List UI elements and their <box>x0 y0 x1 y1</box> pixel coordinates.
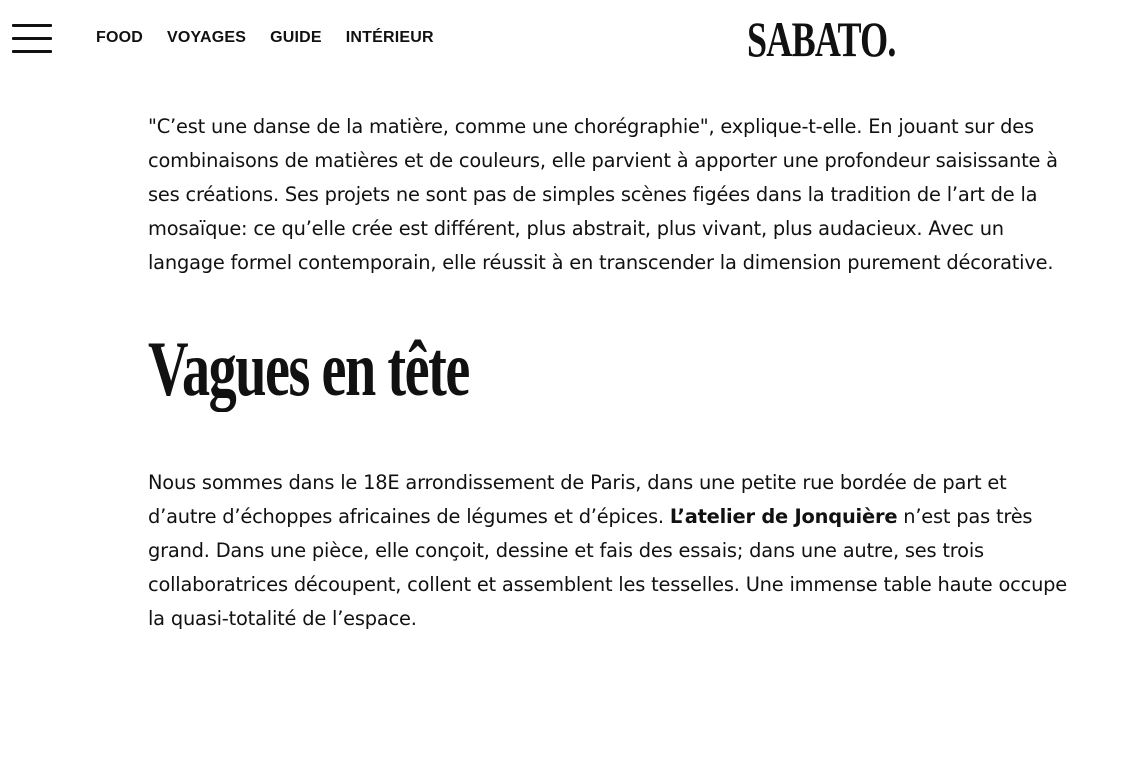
nav-item-voyages[interactable]: VOYAGES <box>167 29 247 46</box>
section-heading-wrap <box>148 324 1074 430</box>
paragraph-text: n’est pas très grand. Dans une pièce, elle conçoit, dessine et fais des essais; dans une autre, ses trois collaboratrices découpent, collent et assemblent les tesselles. Une immense table haute occupe la quasi-totalité de l’espace. <box>148 505 1067 630</box>
article-paragraph: "C’est une danse de la matière, comme une chorégraphie", explique-t-elle. En jouant sur des combinaisons de matières et de couleurs, elle parvient à apporter une profondeur saisissante à ses créations. Ses projets ne sont pas de simples scènes figées dans la tradition de l’art de la mosaïque: ce qu’elle crée est différent, plus abstrait, plus vivant, plus audacieux. Avec un langage formel contemporain, elle réussit à en transcender la dimension purement décorative. <box>148 115 1058 274</box>
paragraph-text: Nous sommes dans le 18E arrondissement de Paris, dans une petite rue bordée de part et d’autre d’échoppes africaines de légumes et d’épices. <box>148 471 1007 528</box>
hamburger-line <box>12 50 52 53</box>
hamburger-menu-icon[interactable] <box>12 24 52 54</box>
main-nav <box>96 28 458 48</box>
nav-item-guide[interactable]: GUIDE <box>270 29 322 46</box>
nav-item-food[interactable]: FOOD <box>96 29 144 46</box>
site-header <box>0 0 1129 78</box>
article-body <box>148 110 1074 636</box>
hamburger-line <box>12 37 52 40</box>
article-paragraph <box>148 466 1074 636</box>
hamburger-line <box>12 24 52 27</box>
atelier-name-bold: L’atelier de Jonquière <box>669 505 898 528</box>
section-heading: Vagues en tête <box>148 325 469 412</box>
nav-item-interieur[interactable]: INTÉRIEUR <box>345 29 434 46</box>
site-logo[interactable]: SABATO. <box>747 11 896 67</box>
